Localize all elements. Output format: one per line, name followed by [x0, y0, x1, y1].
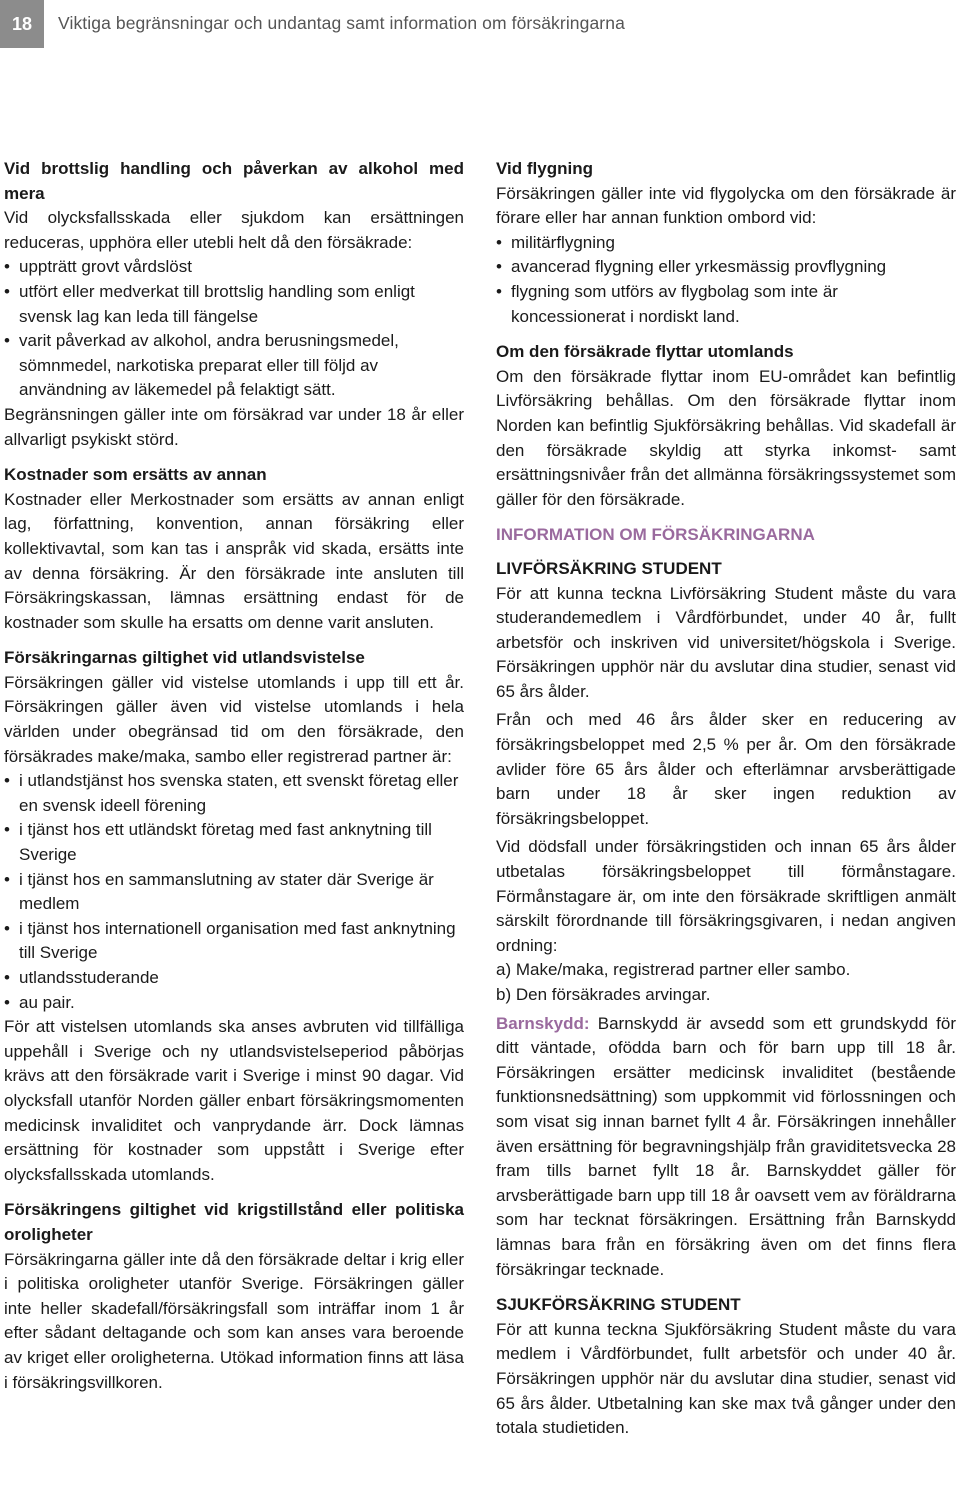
section-heading: LIVFÖRSÄKRING STUDENT: [496, 558, 722, 578]
paragraph: a) Make/maka, registrerad partner eller sambo.: [496, 960, 851, 980]
list-item: • i tjänst hos en sammanslutning av stater där Sverige är medlem: [4, 868, 464, 917]
section-flygning: [496, 157, 956, 329]
barnskydd-text: Barnskydd är avsedd som ett grundskydd för ditt väntade, ofödda barn och för barn upp till 18 år. Försäkringen ersätter medicinsk invaliditet (bestående funktionsnedsättning) som uppkommit vid förlossningen och som visat sig innan barnet fyllt 4 år. Försäkringen innehåller även ersättning för begravningshjälp från graviditetsvecka 28 fram tills barnet fyllt 18 år. Barnskyddet gäller för arvsberättigade barn upp till 18 år oavsett vem av föräldrarna som har tecknat försäkringen. Ersättning från Barnskydd lämnas bara från en försäkring även om det finns flera försäkringar tecknade.: [496, 1013, 956, 1279]
section-flyttar-utomlands: [496, 340, 956, 512]
section-intro: Vid olycksfallsskada eller sjukdom kan ersättningen reduceras, upphöra eller utebli helt då den försäkrade:: [4, 208, 464, 252]
barnskydd-paragraph: [496, 1012, 956, 1283]
section-intro: Försäkringen gäller vid vistelse utomlands i upp till ett år. Försäkringen gäller även vid vistelse utomlands i hela världen under obegränsad tid om den försäkrade, den försäkrades make/maka, sambo eller registrerad partner är:: [4, 672, 464, 766]
section-kostnader: [4, 463, 464, 635]
section-intro: Försäkringen gäller inte vid flygolycka om den försäkrade är förare eller har annan funktion ombord vid:: [496, 183, 956, 228]
paragraph: b) Den försäkrades arvingar.: [496, 985, 711, 1004]
paragraph: Vid dödsfall under försäkringstiden och innan 65 års ålder utbetalas försäkringsbeloppet till förmånstagare. Förmånstagare är, om inte den försäkrade skriftligen anmält särskilt förordnande till försäkringsgivaren, i nedan angiven ordning:: [496, 837, 956, 955]
section-krigstillstand: [4, 1198, 464, 1395]
barnskydd-label: Barnskydd:: [496, 1013, 590, 1033]
section-utlandsvistelse: [4, 646, 464, 1187]
section-sjukforsakring: [496, 1293, 956, 1441]
section-heading: Försäkringens giltighet vid krigstillstånd eller politiska oroligheter: [4, 1200, 464, 1244]
section-livforsakring: [496, 557, 956, 1282]
list-item: • militärflygning: [496, 231, 956, 256]
header-title: Viktiga begränsningar och undantag samt information om försäkringarna: [58, 13, 625, 33]
section-body: För att kunna teckna Sjukförsäkring Student måste du vara medlem i Vårdförbundet, fullt arbetsför och under 40 år. Försäkringen upphör när du avslutar dina studier, senast vid 65 års ålder. Utbetalning kan ske max två gånger under den totala studietiden.: [496, 1319, 956, 1438]
bullet-list: [4, 255, 464, 403]
section-heading: SJUKFÖRSÄKRING STUDENT: [496, 1295, 741, 1315]
section-heading: Om den försäkrade flyttar utomlands: [496, 342, 794, 362]
section-body: Kostnader eller Merkostnader som ersätts av annan enligt lag, författning, konvention, annan försäkring eller kollektivavtal, som kan tas i anspråk vid skada, ersätts inte av denna försäkring. Är den försäkrade inte ansluten till Försäkringskassan, lämnas ersättning endast för de kostnader som skulle ha ersatts om denne varit ansluten.: [4, 489, 464, 632]
bullet-list: [496, 231, 956, 329]
list-item: • uppträtt grovt vårdslöst: [4, 255, 464, 280]
section-outro: För att vistelsen utomlands ska anses avbruten vid tillfälliga uppehåll i Sverige och ny utlandsvistelseperiod påbörjas krävs att den försäkrade varit i Sverige i minst 90 dagar. Vid olycksfall utanför Norden gäller enbart försäkringsmomenten medicinsk invaliditet och vanprydande ärr. Dock lämnas ersättning för kostnader som uppstått i Sverige efter olycksfallsskada utomlands.: [4, 1017, 464, 1184]
section-heading: Kostnader som ersätts av annan: [4, 465, 267, 485]
list-item: • utlandsstuderande: [4, 966, 464, 991]
list-item: • flygning som utförs av flygbolag som inte är koncessionerat i nordiskt land.: [496, 280, 956, 329]
list-item: • au pair.: [4, 991, 464, 1016]
section-brottslig-handling: [4, 157, 464, 452]
info-heading: INFORMATION OM FÖRSÄKRINGARNA: [496, 525, 815, 545]
section-body: Försäkringarna gäller inte då den försäkrade deltar i krig eller i politiska oroligheter utanför Sverige. Försäkringen gäller inte heller skadefall/försäkringsfall som inträffar inom 1 år efter sådant deltagande och som kan anses vara beroende av kriget eller oroligheterna. Utökad information finns att läsa i försäkringsvillkoren.: [4, 1249, 464, 1392]
section-outro: Begränsningen gäller inte om försäkrad var under 18 år eller allvarligt psykiskt störd.: [4, 404, 464, 449]
list-item: • i utlandstjänst hos svenska staten, ett svenskt företag eller en svensk ideell förening: [4, 769, 464, 818]
left-column: [4, 157, 464, 1406]
section-heading: Vid flygning: [496, 159, 593, 178]
page-number: 18: [0, 0, 44, 48]
bullet-list: [4, 769, 464, 1015]
list-item: • utfört eller medverkat till brottslig handling som enligt svensk lag kan leda till fängelse: [4, 280, 464, 329]
list-item: • i tjänst hos ett utländskt företag med fast anknytning till Sverige: [4, 818, 464, 867]
list-item: • varit påverkad av alkohol, andra berusningsmedel, sömnmedel, narkotiska preparat eller till följd av användning av läkemedel på felaktigt sätt.: [4, 329, 464, 403]
list-item: • avancerad flygning eller yrkesmässig provflygning: [496, 255, 956, 280]
section-heading: Vid brottslig handling och påverkan av alkohol med mera: [4, 159, 464, 203]
right-column: [496, 157, 956, 1452]
page-header: [0, 0, 960, 48]
paragraph: Från och med 46 års ålder sker en reducering av försäkringsbeloppet med 2,5 % per år. Om den försäkrade avlider före 65 års ålder och efterlämnar arvsberättigade barn under 18 år sker ingen reduktion av försäkringsbeloppet.: [496, 710, 956, 828]
section-heading: Försäkringarnas giltighet vid utlandsvistelse: [4, 648, 365, 668]
paragraph: För att kunna teckna Livförsäkring Student måste du vara studerandemedlem i Vårdförbundet, under 40 år, fullt arbetsför och inskriven vid universitet/högskola i Sverige. Försäkringen upphör när du avslutar dina studier, senast vid 65 års ålder.: [496, 583, 956, 701]
section-body: Om den försäkrade flyttar inom EU-området kan befintlig Livförsäkring behållas. Om den försäkrade flyttar inom Norden kan befintlig Sjukförsäkring behållas. Vid skadefall är den försäkrade skyldig att styrka inkomst- samt ersättningsnivåer från det allmänna försäkringssystemet som gäller för den försäkrade.: [496, 366, 956, 509]
list-item: • i tjänst hos internationell organisation med fast anknytning till Sverige: [4, 917, 464, 966]
